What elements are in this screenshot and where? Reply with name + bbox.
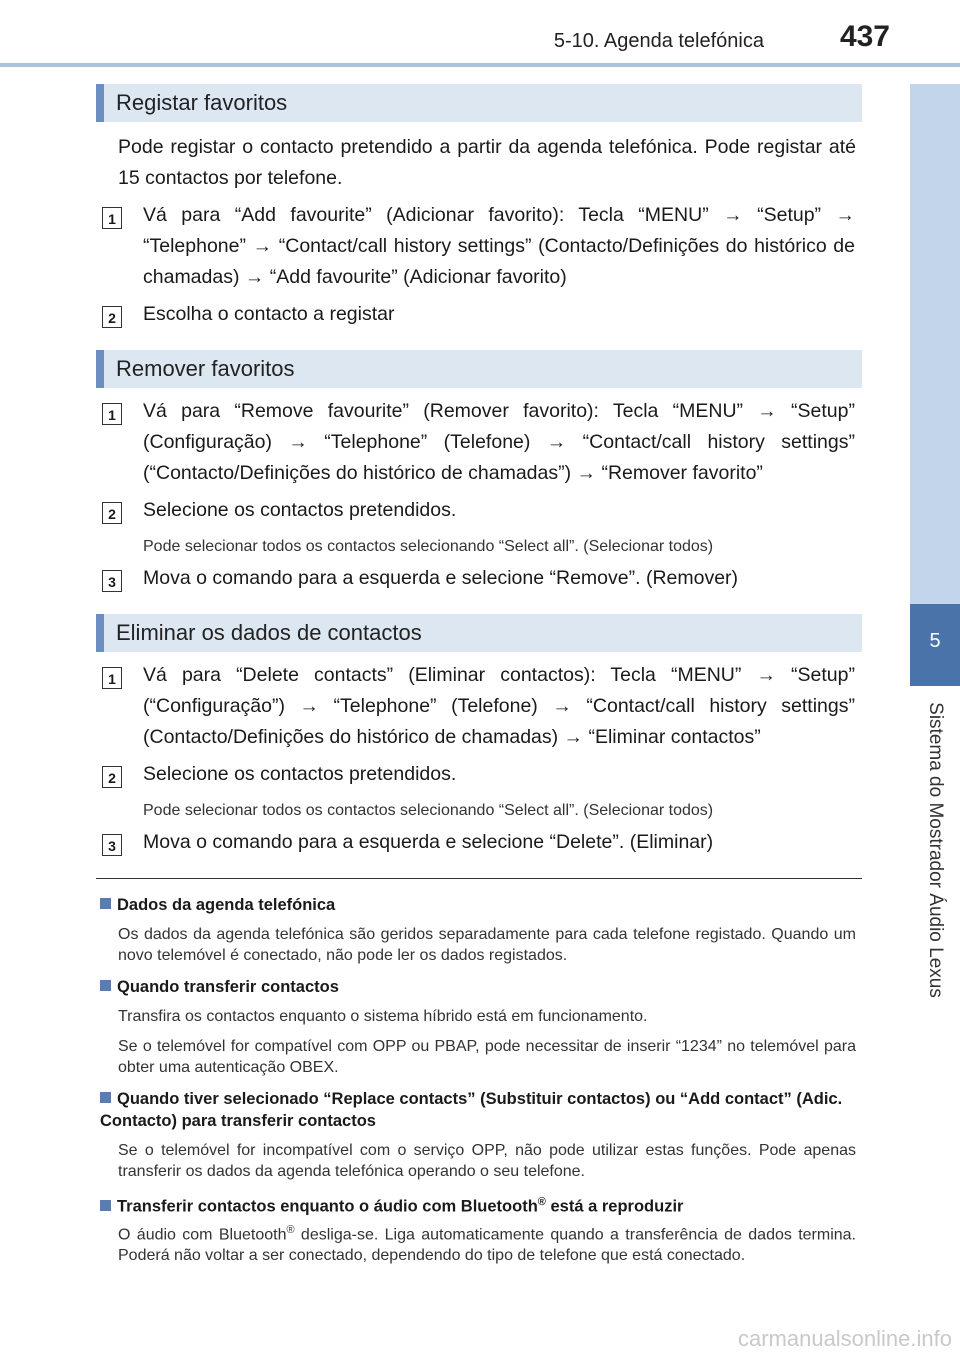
step-text: Vá para “Delete contacts” (Eliminar contactos): Tecla “MENU” → “Setup” (“Configuração”) → “Telephone” (Telefone) → “Contact/call history settings” (Contacto/Definições do histórico de chamadas) → “Eliminar contactos” <box>143 664 855 748</box>
step-number: 2 <box>102 306 122 328</box>
step-number: 2 <box>102 502 122 524</box>
note-title: Transferir contactos enquanto o áudio com Bluetooth <box>117 1197 538 1216</box>
note-body <box>118 1220 856 1266</box>
note-body: Se o telemóvel for incompatível com o serviço OPP, não pode utilizar estas funções. Pode apenas transferir os dados da agenda telefónica operando o seu telefone. <box>118 1142 856 1180</box>
step-note: Pode selecionar todos os contactos selecionando “Select all”. (Selecionar todos) <box>143 802 714 819</box>
header-section-title: 5-10. Agenda telefónica <box>553 30 764 52</box>
section-heading-eliminar-contactos <box>96 614 862 652</box>
step-number: 3 <box>102 570 122 592</box>
step-text: Escolha o contacto a registar <box>143 303 395 325</box>
note-body-text: O áudio com Bluetooth <box>118 1226 287 1244</box>
square-bullet-icon <box>100 898 111 909</box>
note-body: Transfira os contactos enquanto o sistema híbrido está em funcionamento. <box>118 1008 648 1025</box>
step-text: Vá para “Remove favourite” (Remover favorito): Tecla “MENU” → “Setup” (Configuração) → “Telephone” (Telefone) → “Contact/call history settings” (“Contacto/Definições do histórico de chamadas”) → “Remover favorito” <box>143 400 855 484</box>
note-title: Dados da agenda telefónica <box>117 896 336 914</box>
note-heading <box>100 976 860 998</box>
section-heading-registar-favoritos <box>96 84 862 122</box>
chapter-tab <box>910 604 960 686</box>
section-intro: Pode registar o contacto pretendido a partir da agenda telefónica. Pode registar até 15 contactos por telefone. <box>118 136 856 189</box>
note-title: Quando tiver selecionado “Replace contacts” (Substituir contactos) ou “Add contact” (Adic. Contacto) para transferir contactos <box>100 1090 843 1130</box>
section-title: Registar favoritos <box>116 90 288 115</box>
section-title: Remover favoritos <box>116 356 295 381</box>
note-body-text: desliga-se. Liga automaticamente quando a transferência de dados termina. Poderá não voltar a ser conectado, dependendo do tipo de telefone que está conectado. <box>118 1226 856 1265</box>
step-number: 1 <box>102 403 122 425</box>
square-bullet-icon <box>100 1092 111 1103</box>
registered-mark: ® <box>286 1224 295 1236</box>
section-title: Eliminar os dados de contactos <box>116 620 422 645</box>
note-heading <box>100 894 860 916</box>
step-number: 3 <box>102 834 122 856</box>
chapter-title: Sistema do Mostrador Áudio Lexus <box>925 702 946 998</box>
note-body: Os dados da agenda telefónica são geridos separadamente para cada telefone registado. Quando um novo telemóvel é conectado, não pode ler os dados registados. <box>118 926 856 964</box>
note-title-suffix: está a reproduzir <box>545 1197 684 1216</box>
step-note: Pode selecionar todos os contactos selecionando “Select all”. (Selecionar todos) <box>143 538 714 555</box>
chapter-tab-background <box>910 84 960 604</box>
note-body: Se o telemóvel for compatível com OPP ou PBAP, pode necessitar de inserir “1234” no telemóvel para obter uma autenticação OBEX. <box>118 1038 856 1076</box>
notes-divider <box>96 878 862 879</box>
registered-mark: ® <box>537 1196 546 1208</box>
step-text: Mova o comando para a esquerda e selecione “Remove”. (Remover) <box>143 567 739 589</box>
square-bullet-icon <box>100 1200 111 1211</box>
step-number: 2 <box>102 766 122 788</box>
page-number: 437 <box>839 20 890 53</box>
step-text: Selecione os contactos pretendidos. <box>143 763 457 785</box>
step-number: 1 <box>102 667 122 689</box>
step-text: Vá para “Add favourite” (Adicionar favorito): Tecla “MENU” → “Setup” → “Telephone” → “Contact/call history settings” (Contacto/Definições do histórico de chamadas) → “Add favourite” (Adicionar favorito) <box>143 204 855 288</box>
note-heading <box>100 1191 860 1218</box>
section-heading-remover-favoritos <box>96 350 862 388</box>
header-rule <box>0 63 960 67</box>
step-text: Selecione os contactos pretendidos. <box>143 499 457 521</box>
step-text: Mova o comando para a esquerda e selecione “Delete”. (Eliminar) <box>143 831 714 853</box>
step-number: 1 <box>102 207 122 229</box>
watermark: carmanualsonline.info <box>737 1326 952 1351</box>
note-heading <box>100 1088 860 1132</box>
square-bullet-icon <box>100 980 111 991</box>
note-title: Quando transferir contactos <box>117 978 339 996</box>
chapter-number: 5 <box>929 630 941 652</box>
